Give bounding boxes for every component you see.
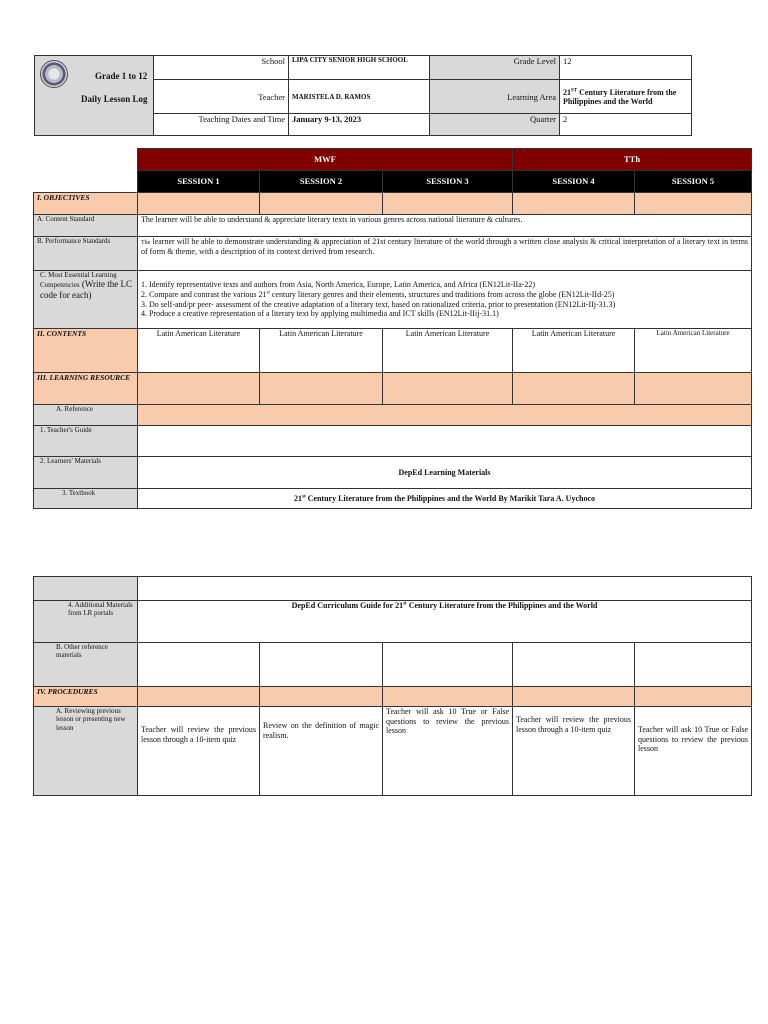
contents-s3: Latin American Literature [383,329,513,373]
quarter-value: 2 [560,114,692,136]
other-ref-s5 [635,643,752,687]
other-reference-label: B. Other reference materials [34,643,138,687]
teachers-guide-label: 1. Teacher's Guide [34,426,138,457]
reviewing-label: A. Reviewing previous lesson or presenting new lesson [34,707,138,796]
contents-heading: II. CONTENTS [34,329,138,373]
title-line2: Daily Lesson Log [81,94,148,104]
content-standard-label: A. Content Standard [34,215,138,237]
lr-s1 [138,373,260,405]
reviewing-s2: Review on the definition of magic realism. [260,707,383,796]
proc-s5 [635,687,752,707]
session-2-header: SESSION 2 [260,171,383,193]
lr-s5 [635,373,752,405]
objectives-s5 [635,193,752,215]
tth-header: TTh [513,149,752,171]
learning-resource-heading: III. LEARNING RESOURCE [34,373,138,405]
contents-s5: Latin American Literature [635,329,752,373]
school-value: LIPA CITY SENIOR HIGH SCHOOL [289,56,430,80]
melc-label: C. Most Essential Learning Competencies (Write the LC code for each) [34,271,138,329]
proc-s1 [138,687,260,707]
session-1-header: SESSION 1 [138,171,260,193]
performance-standards-label: B. Performance Standards [34,237,138,271]
objectives-s3 [383,193,513,215]
proc-s2 [260,687,383,707]
teachers-guide-value [138,426,752,457]
grade-level-label: Grade Level [430,56,560,80]
textbook-label: 3. Textbook [34,489,138,509]
school-label: School [154,56,289,80]
title-line1: Grade 1 to 12 [95,71,148,81]
reference-label: A. Reference [34,405,138,426]
melc-item-2: 2. Compare and contrast the various 21st century literary genres and their elements, structures and traditions from across the globe (EN12Lit-IId-25) [141,289,615,299]
melc-item-4: 4. Produce a creative representation of a literary text by applying multimedia and ICT skills (EN12Lit-IIij-31.1) [141,309,499,319]
contents-s1: Latin American Literature [138,329,260,373]
procedures-heading: IV. PROCEDURES [34,687,138,707]
proc-s3 [383,687,513,707]
other-ref-s3 [383,643,513,687]
reviewing-s1: Teacher will review the previous lesson through a 10-item quiz [138,707,260,796]
objectives-s2 [260,193,383,215]
lr-s2 [260,373,383,405]
proc-s4 [513,687,635,707]
blank-corner [34,149,138,193]
learners-materials-label: 2. Learners' Materials [34,457,138,489]
header-title-cell [35,56,154,136]
teacher-value: MARISTELA D. RAMOS [289,80,430,114]
additional-materials-label: 4. Additional Materials from LR portals [34,601,138,643]
session-4-header: SESSION 4 [513,171,635,193]
melc-item-3: 3. Do self-and/pr peer- assessment of the creative adaptation of a literary text, based on rationalized criteria, prior to presentation (EN12Lit-IIj-31.3) [141,299,616,309]
textbook-value: 21st Century Literature from the Philippines and the World By Marikit Tara A. Uychoco [138,489,752,509]
reviewing-s3: Teacher will ask 10 True or False questions to review the previous lesson [383,707,513,796]
quarter-label: Quarter [430,114,560,136]
lesson-log-table [33,148,752,509]
grade-level-value: 12 [560,56,692,80]
header-table [34,55,692,136]
performance-standards-text: The learner will be able to demonstrate understanding & appreciation of 21st century literature of the world through a written close analysis & critical interpretation of a literary text in terms of form & theme, with a description of its context derived from research. [138,237,752,271]
teaching-dates-value: January 9-13, 2023 [289,114,430,136]
teaching-dates-label: Teaching Dates and Time [154,114,289,136]
deped-seal-logo [40,60,68,88]
mwf-header: MWF [138,149,513,171]
session-3-header: SESSION 3 [383,171,513,193]
melc-list [138,271,752,329]
lr-s4 [513,373,635,405]
teacher-label: Teacher [154,80,289,114]
objectives-s4 [513,193,635,215]
reference-value [138,405,752,426]
other-ref-s4 [513,643,635,687]
blank-label [34,577,138,601]
learning-area-value: 21ST Century Literature from the Philippines and the World [560,80,692,114]
lesson-log-table-continued [33,576,752,796]
reviewing-s5: Teacher will ask 10 True or False questions to review the previous lesson [635,707,752,796]
other-ref-s1 [138,643,260,687]
learners-materials-value: DepEd Learning Materials [138,457,752,489]
reviewing-s4: Teacher will review the previous lesson through a 10-item quiz [513,707,635,796]
other-ref-s2 [260,643,383,687]
content-standard-text: The learner will be able to understand & appreciate literary texts in various genres across national literature & cultures. [138,215,752,237]
learning-area-label: Learning Area [430,80,560,114]
additional-materials-value: DepEd Curriculum Guide for 21st Century Literature from the Philippines and the World [138,601,752,643]
contents-s2: Latin American Literature [260,329,383,373]
melc-item-1: 1. Identify representative texts and authors from Asia, North America, Europe, Latin America, and Africa (EN12Lit-IIa-22) [141,280,536,290]
objectives-s1 [138,193,260,215]
contents-s4: Latin American Literature [513,329,635,373]
lr-s3 [383,373,513,405]
objectives-heading: I. OBJECTIVES [34,193,138,215]
blank-row [138,577,752,601]
session-5-header: SESSION 5 [635,171,752,193]
